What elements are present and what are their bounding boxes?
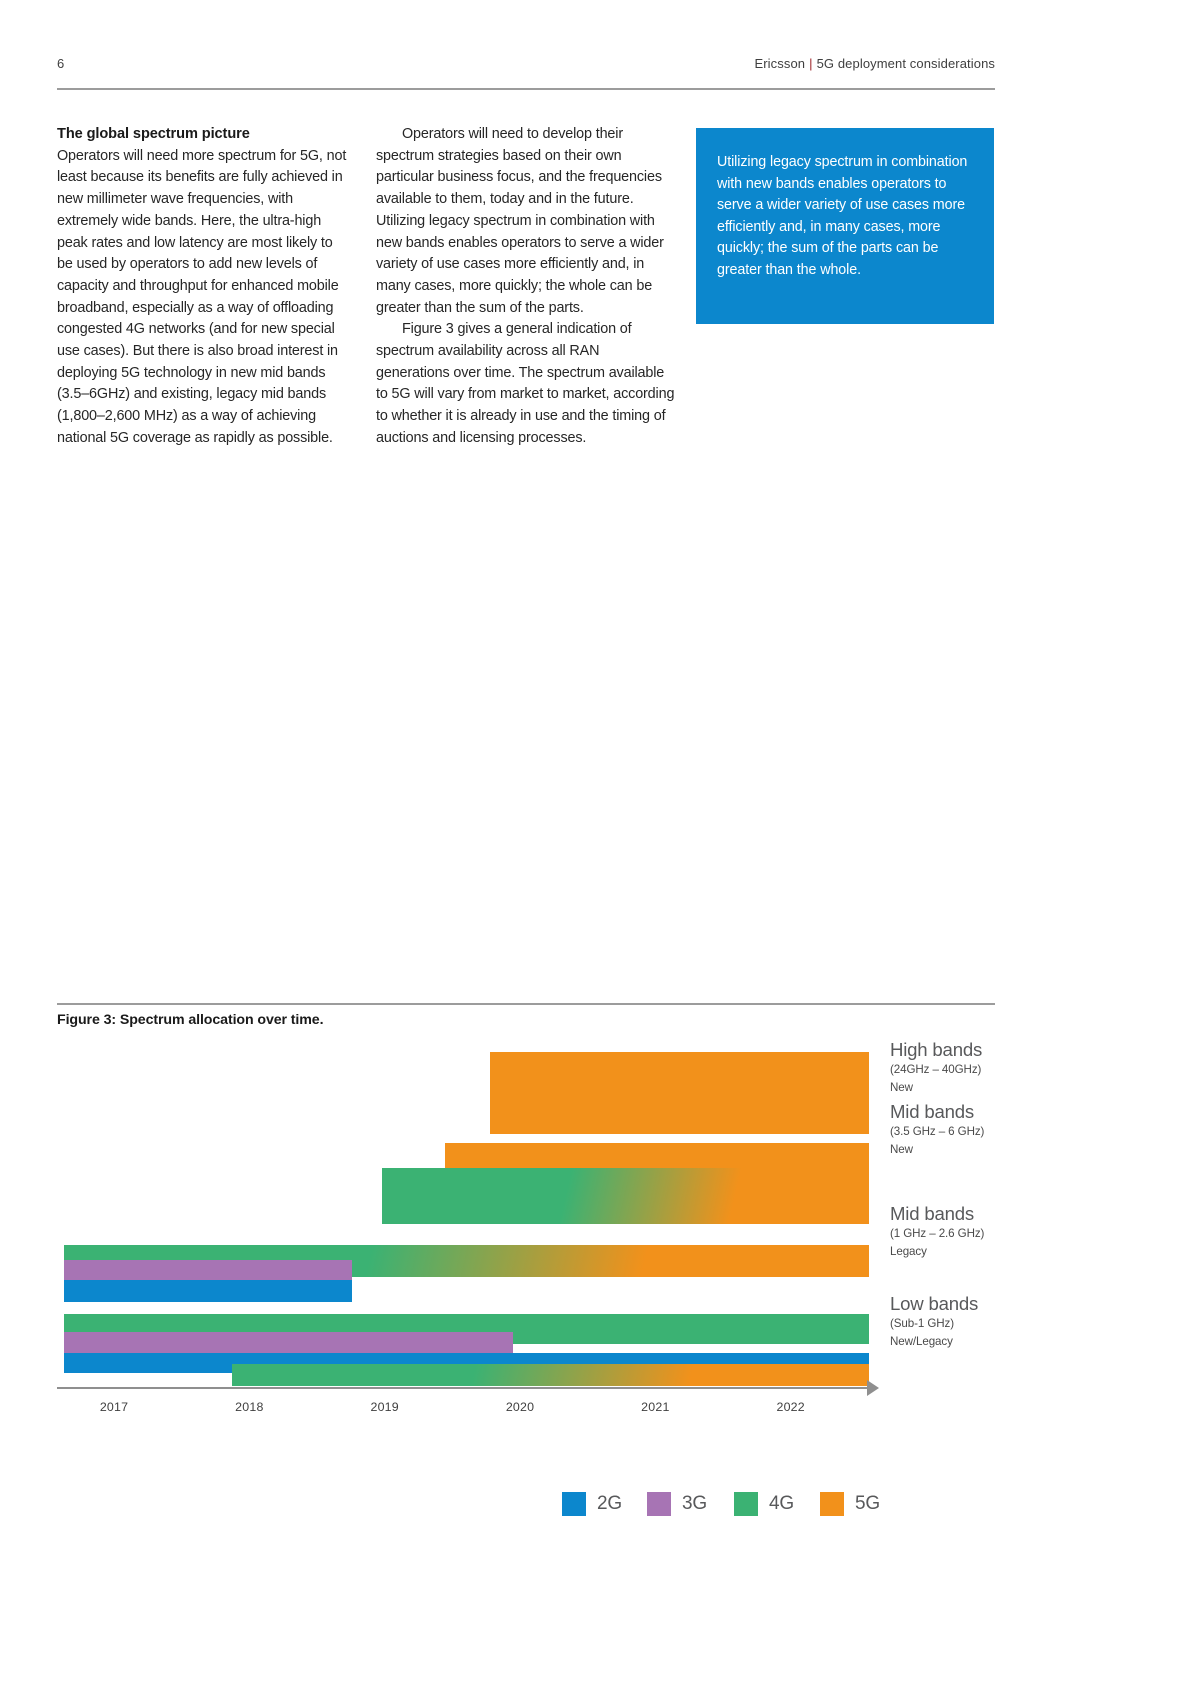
section-heading: The global spectrum picture xyxy=(57,126,250,142)
x-axis-tick-label: 2020 xyxy=(505,1400,535,1414)
legend-label: 4G xyxy=(769,1493,794,1514)
x-axis-line xyxy=(57,1387,869,1389)
band-label-status: New xyxy=(890,1143,913,1156)
chart-bar xyxy=(64,1260,352,1282)
legend-swatch xyxy=(820,1492,844,1516)
legend-item-4g xyxy=(734,1492,794,1516)
band-label-range: (3.5 GHz – 6 GHz) xyxy=(890,1125,985,1138)
paragraph: Operators will need to develop their spectrum strategies based on their own particular business focus, and the frequencies available to them, today and in the future. Utilizing legacy spectrum in combination with new bands enables operators to serve a wider variety of use cases more efficiently and, in many cases, more quickly; the whole can be greater than the sum of the parts. xyxy=(376,126,664,316)
legend-swatch xyxy=(647,1492,671,1516)
legend-item-2g xyxy=(562,1492,622,1516)
band-label-title: Low bands xyxy=(890,1293,979,1314)
chart-band-label xyxy=(890,1202,1070,1261)
legend-swatch xyxy=(562,1492,586,1516)
spectrum-allocation-chart xyxy=(57,1039,995,1612)
figure-caption: Figure 3: Spectrum allocation over time. xyxy=(57,1012,324,1028)
article-column-2 xyxy=(376,124,676,450)
figure-divider xyxy=(57,1003,995,1005)
pullquote-box xyxy=(696,128,994,324)
paragraph: Figure 3 gives a general indication of spectrum availability across all RAN generations over time. The spectrum available to 5G will vary from market to market, according to whether it is already in use and the timing of auctions and licensing processes. xyxy=(376,321,675,446)
band-label-range: (Sub-1 GHz) xyxy=(890,1317,954,1330)
chart-bar xyxy=(382,1168,869,1224)
legend-label: 2G xyxy=(597,1493,622,1514)
article-column-1 xyxy=(57,124,349,450)
band-label-status: Legacy xyxy=(890,1245,927,1258)
legend-item-3g xyxy=(647,1492,707,1516)
legend-swatch xyxy=(734,1492,758,1516)
header-document-title xyxy=(754,56,995,71)
paragraph: Operators will need more spectrum for 5G, not least because its benefits are fully achieved in new millimeter wave frequencies, with extremely wide bands. Here, the ultra-high peak rates and low latency are most likely to be used by operators to add new levels of capacity and throughput for enhanced mobile broadband, especially as a way of offloading congested 4G networks (and for new special use cases). But there is also broad interest in deploying 5G technology in new mid bands (3.5–6GHz) and existing, legacy mid bands (1,800–2,600 MHz) as a way of achieving national 5G coverage as rapidly as possible. xyxy=(57,147,347,446)
x-axis-tick-label: 2021 xyxy=(641,1400,670,1414)
chart-band-label xyxy=(890,1292,1070,1351)
chart-band-label xyxy=(890,1100,1070,1159)
legend-label: 5G xyxy=(855,1493,880,1514)
document-title: 5G deployment considerations xyxy=(816,56,995,71)
header-divider xyxy=(57,88,995,90)
band-label-title: Mid bands xyxy=(890,1203,974,1224)
x-axis-tick-label: 2018 xyxy=(235,1400,264,1414)
band-label-range: (1 GHz – 2.6 GHz) xyxy=(890,1227,985,1240)
band-label-status: New xyxy=(890,1081,913,1094)
legend-label: 3G xyxy=(682,1493,707,1514)
chart-bar xyxy=(232,1364,869,1386)
chart-legend xyxy=(57,1492,880,1522)
x-axis-tick-label: 2022 xyxy=(776,1400,805,1414)
band-label-range: (24GHz – 40GHz) xyxy=(890,1063,982,1076)
x-axis-tick-label: 2019 xyxy=(370,1400,399,1414)
pullquote-text: Utilizing legacy spectrum in combination with new bands enables operators to serve a wider variety of use cases more efficiently and, in many cases, more quickly; the sum of the parts can be greater than the whole. xyxy=(717,154,968,278)
x-axis-arrow-icon xyxy=(867,1380,879,1396)
page-number: 6 xyxy=(57,56,65,71)
brand-name: Ericsson xyxy=(754,56,806,71)
band-label-title: High bands xyxy=(890,1039,983,1060)
chart-band-label xyxy=(890,1038,1070,1097)
band-label-status: New/Legacy xyxy=(890,1335,953,1348)
legend-item-5g xyxy=(820,1492,880,1516)
x-axis-tick-label: 2017 xyxy=(99,1400,129,1414)
chart-bar xyxy=(64,1280,352,1302)
page-header xyxy=(57,56,995,88)
band-label-title: Mid bands xyxy=(890,1101,974,1122)
chart-plot-area xyxy=(57,1052,869,1387)
header-separator: | xyxy=(809,56,813,71)
chart-bar xyxy=(490,1052,869,1134)
